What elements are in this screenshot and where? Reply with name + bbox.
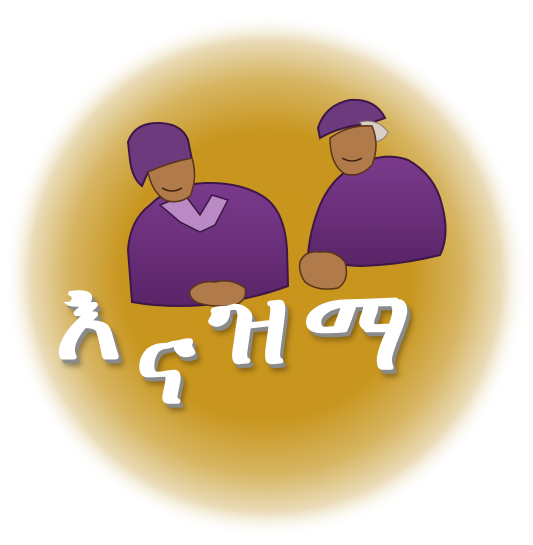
logo-title xyxy=(55,254,475,429)
logo-title-glyph-1: እ xyxy=(55,254,122,385)
logo-title-glyph-3: ዝ xyxy=(208,258,290,389)
right-figure-face xyxy=(330,126,376,175)
logo-title-glyph-4: ማ xyxy=(303,264,412,395)
logo-title-glyph-2: ና xyxy=(135,298,195,429)
